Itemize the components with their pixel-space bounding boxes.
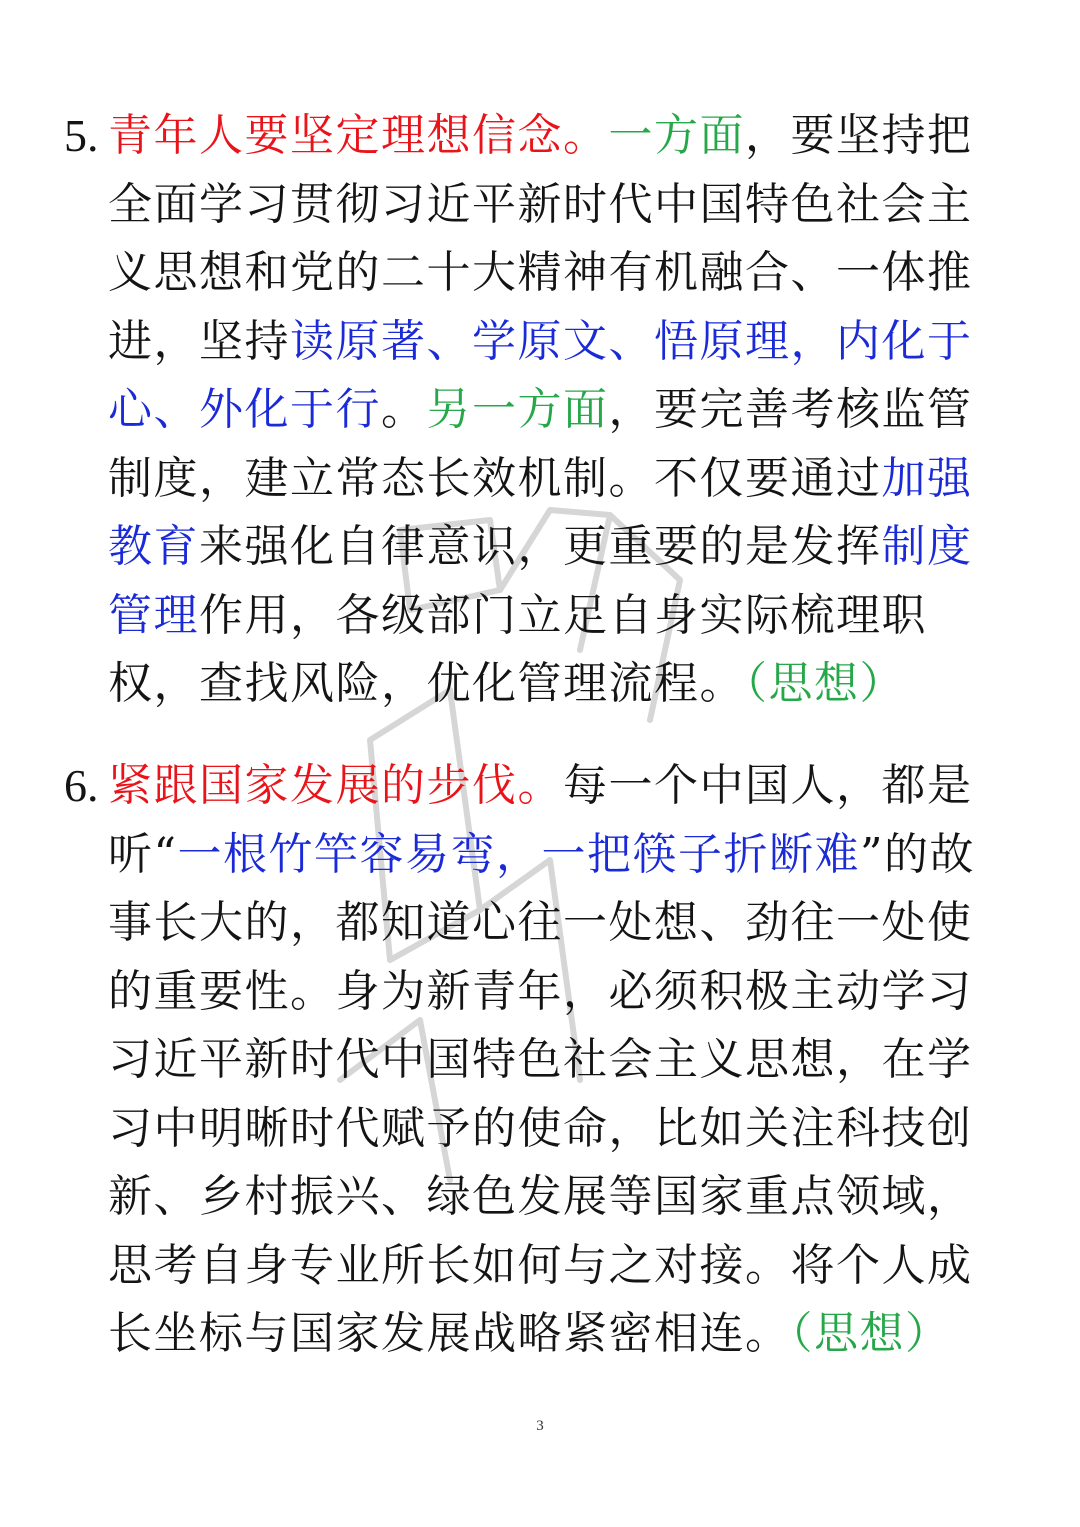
text-segment: 每一个中国人，都是听“ — [108, 760, 973, 880]
text-segment: 制度管理 — [108, 521, 973, 641]
category-tag: （思想） — [745, 658, 905, 709]
item-heading: 紧跟国家发展的步伐。 — [108, 760, 563, 811]
text-segment: ，要完善考核监管制度，建立常态长效机制。不仅要通过 — [108, 384, 973, 504]
item-paragraph — [64, 752, 1014, 1369]
item-number: 6. — [64, 760, 99, 811]
list-item — [64, 102, 1024, 719]
text-segment: 一根竹竿容易弯，一把筷子折断难 — [177, 828, 860, 880]
text-segment: 作用，各级部门立足自身实际梳理职权，查找风险，优化管理流程。 — [108, 589, 927, 709]
text-segment: 读原著、学原文、悟原理，内化于心、外化于行 — [108, 315, 973, 435]
text-segment: 。 — [381, 384, 427, 435]
item-paragraph — [64, 102, 1014, 719]
text-segment: 加强教育 — [108, 452, 973, 572]
category-tag: （思想） — [790, 1308, 951, 1359]
list-item — [64, 752, 1024, 1369]
text-segment: ，要坚持把全面学习贯彻习近平新时代中国特色社会主义思想和党的二十大精神有机融合、一体推进，坚持 — [108, 110, 973, 367]
item-number: 5. — [64, 110, 99, 161]
text-segment: ”的故事长大的，都知道心往一处想、劲往一处使的重要性。身为新青年，必须积极主动学习习近平新时代中国特色社会主义思想，在学习中明晰时代赋予的使命，比如关注科技创新、乡村振兴、绿色发展等国家重点领域，思考自身专业所长如何与之对接。将个人成长坐标与国家发展战略紧密相连。 — [108, 828, 975, 1359]
text-segment: 来强化自律意识，更重要的是发挥 — [199, 521, 882, 572]
text-segment: 一方面 — [608, 110, 745, 161]
page-number: 3 — [536, 1418, 544, 1434]
text-segment: 另一方面 — [426, 384, 609, 435]
item-heading: 青年人要坚定理想信念。 — [108, 110, 609, 161]
